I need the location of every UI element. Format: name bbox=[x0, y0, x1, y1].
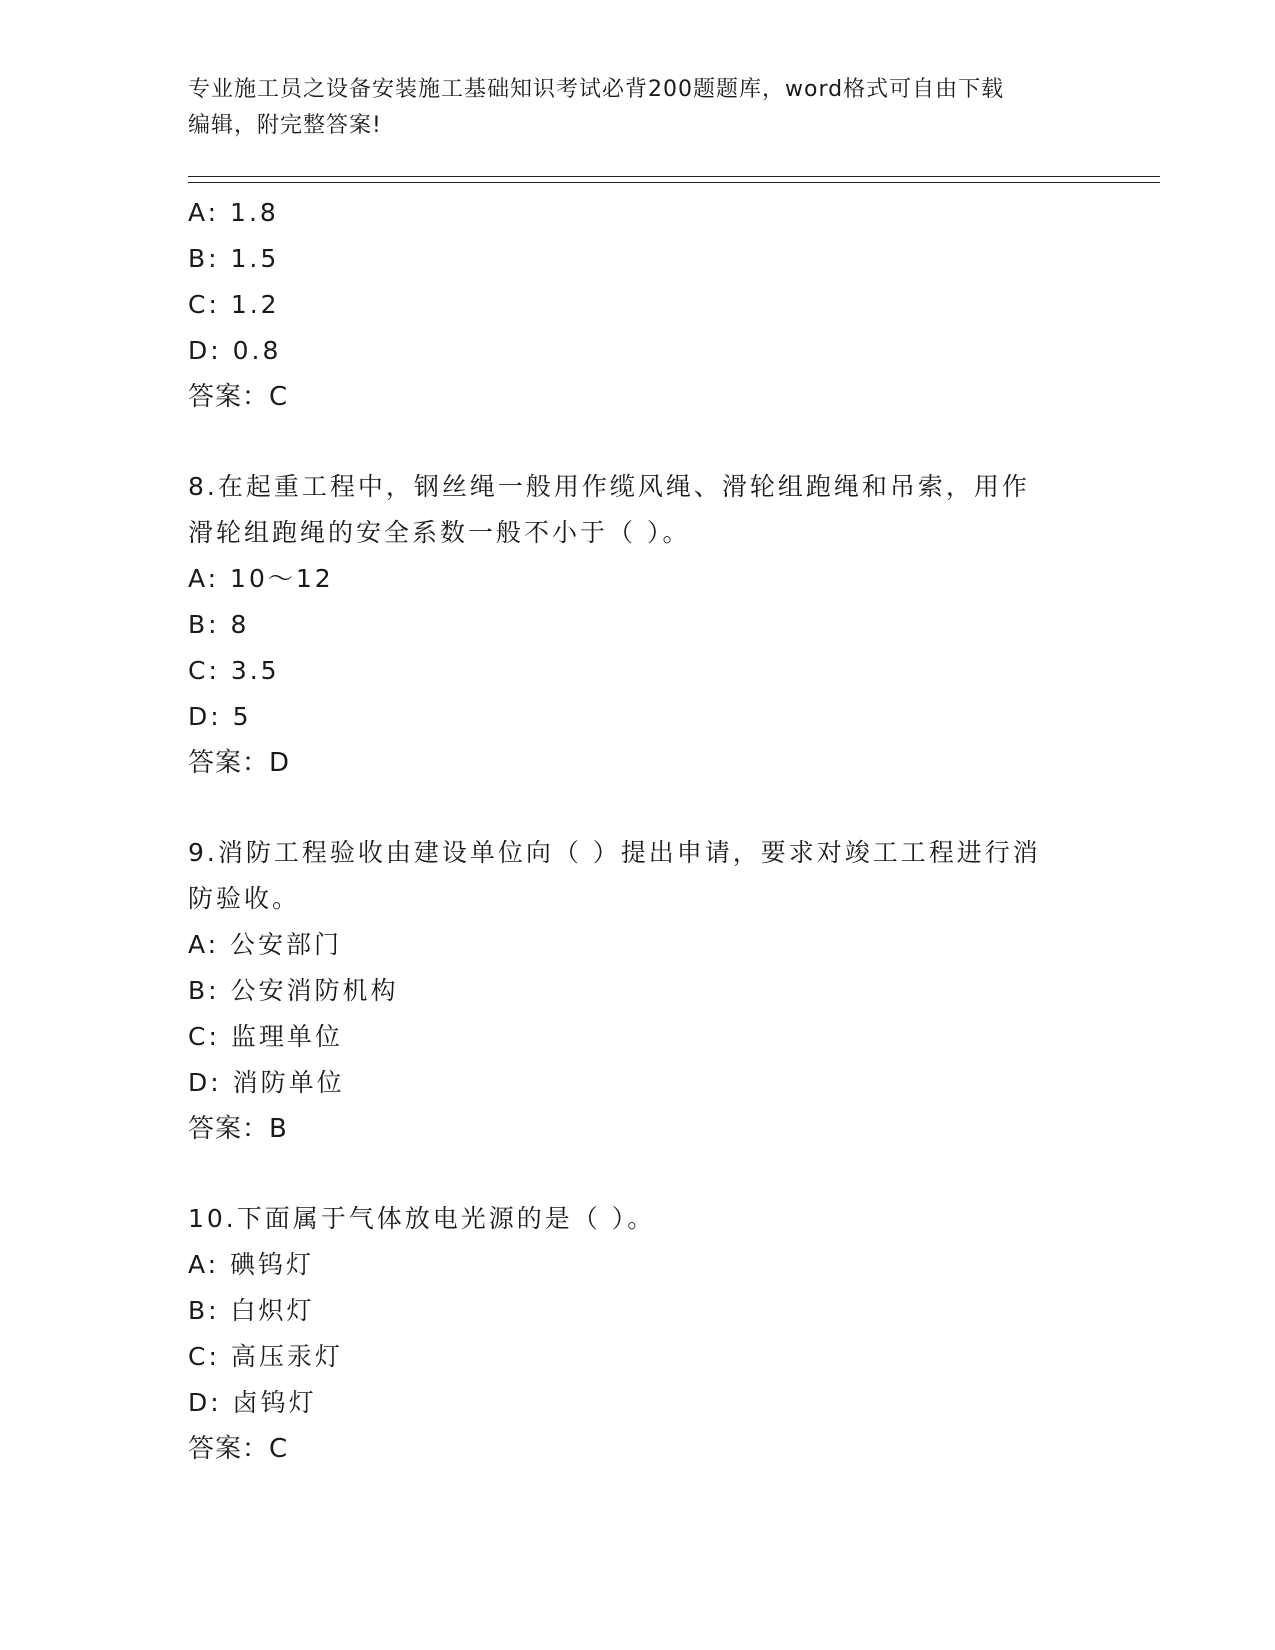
answer-line: 答案：C bbox=[188, 1434, 289, 1464]
option-d: D: 5 bbox=[188, 702, 252, 731]
question-text-line-1: 10.下面属于气体放电光源的是（ ）。 bbox=[188, 1204, 656, 1233]
question-text-line-2: 滑轮组跑绳的安全系数一般不小于（ ）。 bbox=[188, 518, 691, 547]
option-a: A: 1.8 bbox=[188, 198, 279, 227]
option-a: A: 碘钨灯 bbox=[188, 1250, 315, 1279]
option-c: C: 1.2 bbox=[188, 290, 280, 319]
answer-line: 答案：D bbox=[188, 748, 291, 778]
question-text-line-2: 防验收。 bbox=[188, 884, 301, 913]
document-header bbox=[188, 72, 1088, 144]
option-b: B: 8 bbox=[188, 610, 250, 639]
option-d: D: 消防单位 bbox=[188, 1068, 345, 1097]
header-line-1: 专业施工员之设备安装施工基础知识考试必背200题题库，word格式可自由下载 bbox=[188, 77, 1005, 102]
option-b: B: 白炽灯 bbox=[188, 1296, 315, 1325]
question-10-block bbox=[188, 1196, 1088, 1472]
option-d: D: 0.8 bbox=[188, 336, 282, 365]
header-divider-top bbox=[188, 176, 1160, 177]
option-b: B: 1.5 bbox=[188, 244, 280, 273]
option-b: B: 公安消防机构 bbox=[188, 976, 399, 1005]
question-list bbox=[188, 190, 1088, 1472]
answer-line: 答案：C bbox=[188, 382, 289, 412]
header-line-2: 编辑，附完整答案! bbox=[188, 113, 382, 138]
question-8-block bbox=[188, 464, 1088, 786]
question-7-block bbox=[188, 190, 1088, 420]
option-a: A: 公安部门 bbox=[188, 930, 343, 959]
answer-line: 答案：B bbox=[188, 1114, 288, 1144]
option-c: C: 高压汞灯 bbox=[188, 1342, 343, 1371]
question-text-line-1: 8.在起重工程中，钢丝绳一般用作缆风绳、滑轮组跑绳和吊索，用作 bbox=[188, 472, 1030, 501]
option-c: C: 监理单位 bbox=[188, 1022, 343, 1051]
option-a: A: 10～12 bbox=[188, 564, 334, 593]
question-9-block bbox=[188, 830, 1088, 1152]
question-text-line-1: 9.消防工程验收由建设单位向（ ）提出申请，要求对竣工工程进行消 bbox=[188, 838, 1041, 867]
option-c: C: 3.5 bbox=[188, 656, 280, 685]
header-divider-bottom bbox=[188, 182, 1160, 183]
option-d: D: 卤钨灯 bbox=[188, 1388, 317, 1417]
